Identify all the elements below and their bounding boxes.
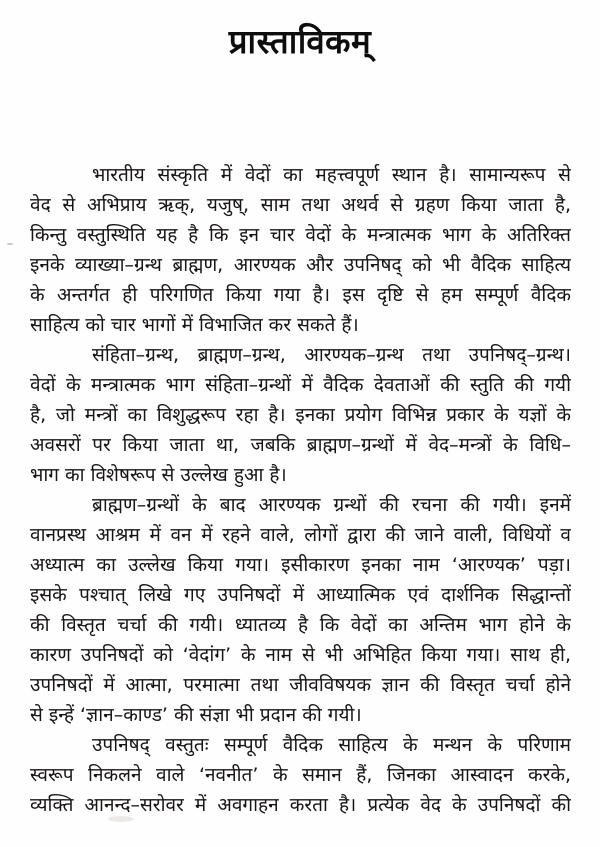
scan-artifact: [108, 816, 134, 822]
text-line: किन्तु वस्तुस्थिति यह है कि इन चार वेदों के मन्त्रात्मक भाग के अतिरिक्त: [30, 224, 571, 246]
text-line: वेदों के मन्त्रात्मक भाग संहिता–ग्रन्थों में वैदिक देवताओं की स्तुति की गयी: [30, 374, 571, 396]
body-text: [30, 160, 571, 820]
text-line: कारण उपनिषदों को ‘वेदांग’ के नाम से भी अभिहित किया गया। साथ ही,: [30, 644, 571, 666]
page-title: प्रास्ताविकम्: [228, 22, 372, 61]
text-line: वेद से अभिप्राय ऋक्, यजुष्, साम तथा अथर्व से ग्रहण किया जाता है,: [30, 194, 571, 216]
text-line: इसके पश्चात् लिखे गए उपनिषदों में आध्यात्मिक एवं दार्शनिक सिद्धान्तों: [30, 584, 571, 606]
text-line: इनके व्याख्या–ग्रन्थ ब्राह्मण, आरण्यक और उपनिषद् को भी वैदिक साहित्य: [30, 254, 571, 276]
text-line: अवसरों पर किया जाता था, जबकि ब्राह्मण–ग्रन्थों में वेद–मन्त्रों के विधि–: [30, 434, 571, 456]
text-line: के अन्तर्गत ही परिगणित किया गया है। इस दृष्टि से हम सम्पूर्ण वैदिक: [30, 284, 571, 306]
text-line: ब्राह्मण–ग्रन्थों के बाद आरण्यक ग्रन्थों की रचना की गयी। इनमें: [92, 494, 571, 516]
text-line: अध्यात्म का उल्लेख किया गया। इसीकारण इनका नाम ‘आरण्यक’ पड़ा।: [30, 554, 571, 576]
text-line: व्यक्ति आनन्द–सरोवर में अवगाहन करता है। प्रत्येक वेद के उपनिषदों की: [30, 794, 571, 816]
scan-artifact: [7, 243, 13, 245]
text-line: साहित्य को चार भागों में विभाजित कर सकते हैं।: [30, 314, 359, 336]
text-line: वानप्रस्थ आश्रम में वन में रहने वाले, लोगों द्वारा की जाने वाली, विधियों व: [30, 524, 571, 546]
text-line: संहिता–ग्रन्थ, ब्राह्मण–ग्रन्थ, आरण्यक–ग्रन्थ तथा उपनिषद्–ग्रन्थ।: [92, 344, 571, 366]
text-line: स्वरूप निकलने वाले ‘नवनीत’ के समान हैं, जिनका आस्वादन करके,: [30, 764, 571, 786]
text-line: भारतीय संस्कृति में वेदों का महत्त्वपूर्ण स्थान है। सामान्यरूप से: [92, 164, 571, 186]
text-line: उपनिषदों में आत्मा, परमात्मा तथा जीवविषयक ज्ञान की विस्तृत चर्चा होने: [30, 674, 571, 696]
text-line: भाग का विशेषरूप से उल्लेख हुआ है।: [30, 464, 287, 486]
text-line: की विस्तृत चर्चा की गयी। ध्यातव्य है कि वेदों का अन्तिम भाग होने के: [30, 614, 571, 636]
text-line: से इन्हें ‘ज्ञान–काण्ड’ की संज्ञा भी प्रदान की गयी।: [30, 704, 362, 726]
text-line: उपनिषद् वस्तुतः सम्पूर्ण वैदिक साहित्य के मन्थन के परिणाम: [92, 734, 571, 756]
text-line: है, जो मन्त्रों का विशुद्धरूप रहा है। इनका प्रयोग विभिन्न प्रकार के यज्ञों के: [30, 404, 571, 426]
